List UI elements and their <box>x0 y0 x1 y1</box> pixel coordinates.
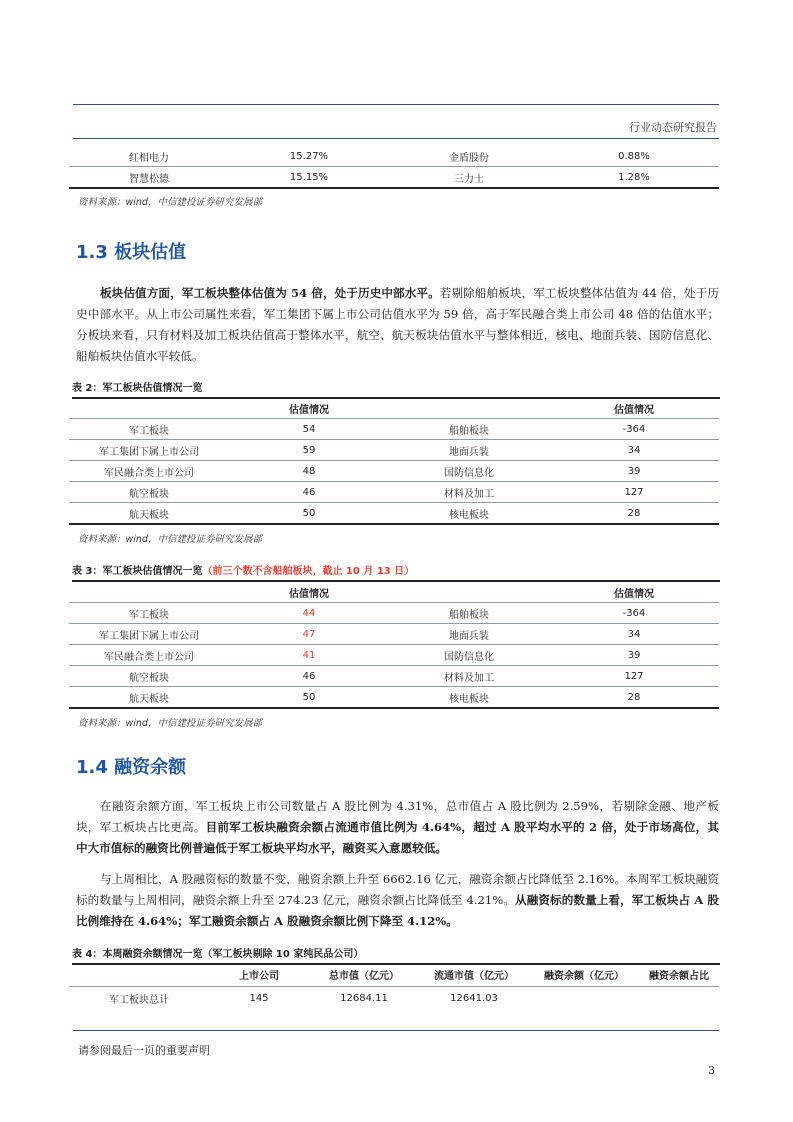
table-row: 军工板块 44 船舶板块 -364 <box>69 603 719 624</box>
table-caption: 表 2：军工板块估值情况一览 <box>72 379 720 399</box>
disclaimer-note: 请参阅最后一页的重要声明 <box>78 1044 210 1057</box>
table-row: 智慧松德 15.15% 三力士 1.28% <box>69 167 719 189</box>
table-caption: 表 4：本周融资余额情况一览（军工板块剔除 10 家纯民品公司） <box>72 945 720 965</box>
table-row: 航空板块 46 材料及加工 127 <box>69 666 719 687</box>
table-header: 估值情况 估值情况 <box>69 582 719 603</box>
source-note: 资料来源：wind，中信建投证券研究发展部 <box>78 197 262 208</box>
header-rule-bottom <box>73 138 719 139</box>
table-row: 军工板块总计 145 12684.11 12641.03 <box>109 992 498 1006</box>
table-header: 估值情况 估值情况 <box>69 398 719 419</box>
table-row: 航天板块 50 核电板块 28 <box>69 687 719 709</box>
table-header: 上市公司 总市值（亿元） 流通市值（亿元） 融资余额（亿元） 融资余额占比 <box>69 964 719 986</box>
table-caption: 表 3：军工板块估值情况一览（前三个数不含船舶板块，截止 10 月 13 日） <box>72 562 720 582</box>
table-continued <box>69 146 719 189</box>
table-row: 航天板块 50 核电板块 28 <box>69 503 719 525</box>
table-row: 军民融合类上市公司 48 国防信息化 39 <box>69 461 719 482</box>
source-note: 资料来源：wind，中信建投证券研究发展部 <box>78 534 262 545</box>
table-row: 航空板块 46 材料及加工 127 <box>69 482 719 503</box>
table-row: 军民融合类上市公司 41 国防信息化 39 <box>69 645 719 666</box>
report-type: 行业动态研究报告 <box>629 121 717 134</box>
paragraph: 在融资余额方面，军工板块上市公司数量占 A 股比例为 4.31%，总市值占 A 股比例为 2.59%，若剔除金融、地产板块，军工板块占比更高。目前军工板块融资余额占流通市值比例为 4.64%，超过 A 股平均水平的 2 倍，处于市场高位，其中大市值标的融资比例普遍低于军工板块平均水平，融资买入意愿较低。 <box>76 799 719 855</box>
footer-rule <box>73 1030 719 1031</box>
table-row: 红相电力 15.27% 金盾股份 0.88% <box>69 146 719 167</box>
table-row: 军工集团下属上市公司 47 地面兵装 34 <box>69 624 719 645</box>
margin-financing-table <box>69 964 719 1010</box>
section-title: 1.4 融资余额 <box>76 757 187 778</box>
source-note: 资料来源：wind，中信建投证券研究发展部 <box>78 718 262 729</box>
page-number: 3 <box>708 1064 715 1077</box>
section-title: 1.3 板块估值 <box>76 242 187 263</box>
valuation-table-ex-shipbuilding <box>69 582 719 709</box>
paragraph: 与上周相比，A 股融资标的数量不变，融资余额上升至 6662.16 亿元，融资余额占比降低至 2.16%。本周军工板块融资标的数量与上周相同，融资余额上升至 274.23 亿元，融资余额占比降低至 4.21%。从融资标的数量上看，军工板块占 A 股比例维持在 4.64%；军工融资余额占 A 股融资余额比例下降至 4.12%。 <box>76 872 719 928</box>
header-rule <box>73 104 719 105</box>
table-row: 军工集团下属上市公司 59 地面兵装 34 <box>69 440 719 461</box>
valuation-table <box>69 398 719 525</box>
table-row: 军工板块 54 船舶板块 -364 <box>69 419 719 440</box>
paragraph: 板块估值方面，军工板块整体估值为 54 倍，处于历史中部水平。若剔除船舶板块，军工板块整体估值为 44 倍，处于历史中部水平。从上市公司属性来看，军工集团下属上市公司估值水平为 59 倍，高于军民融合类上市公司 48 倍的估值水平；分板块来看，只有材料及加工板块估值高于整体水平，航空、航天板块估值水平与整体相近，核电、地面兵装、国防信息化、船舶板块估值水平较低。 <box>76 286 720 363</box>
